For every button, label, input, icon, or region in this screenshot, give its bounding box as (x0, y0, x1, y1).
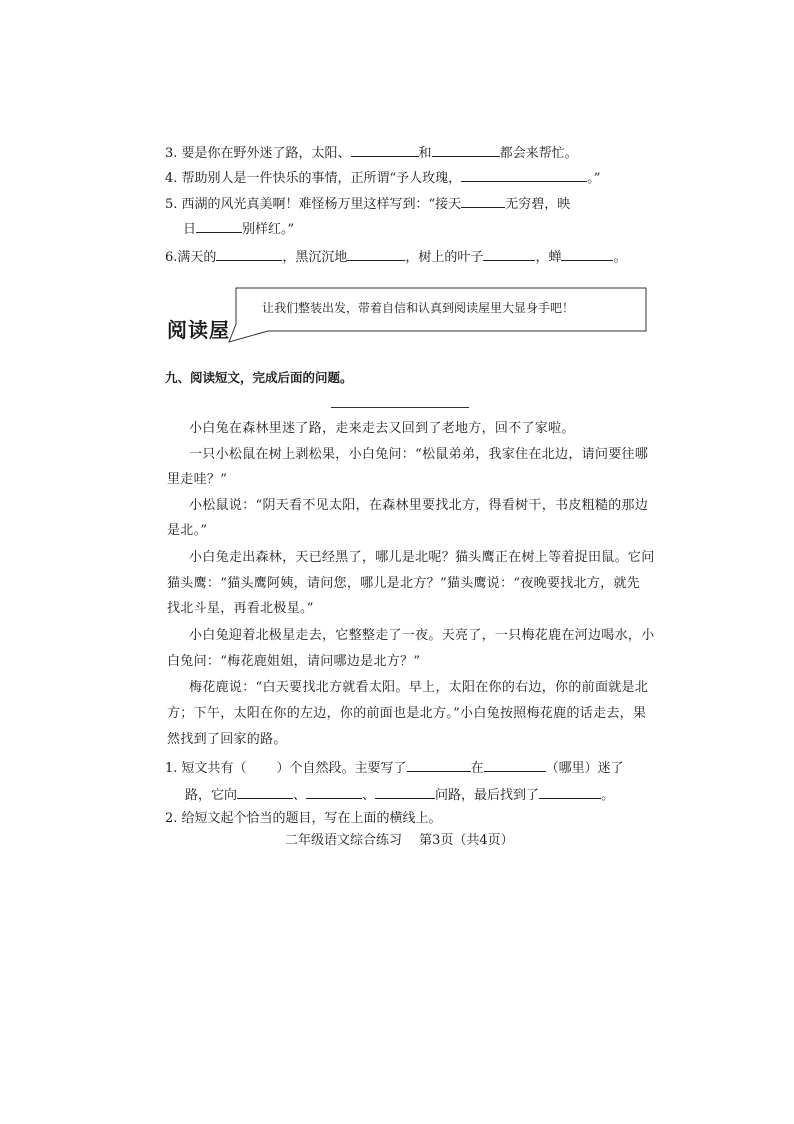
speech-bubble-text: 让我们整装出发，带着自信和认真到阅读屋里大显身手吧！ (262, 301, 575, 315)
q3-text-1: 3. 要是你在野外迷了路，太阳、 (165, 146, 351, 161)
q5-text-4: 别样红。” (242, 222, 295, 237)
question-2: 2. 给短文起个恰当的题目，写在上面的横线上。 (165, 811, 442, 826)
q1-text-6: 、 (293, 788, 307, 803)
q6-text-1: 6.满天的 (165, 250, 217, 265)
story-line: 梅花鹿说：“白天要找北方就看太阳。早上，太阳在你的右边，你的前面就是北 (189, 680, 649, 695)
q3-text-2: 和 (418, 146, 432, 161)
story-line: 小白兔走出森林，天已经黑了，哪儿是北呢？猫头鹰正在树上等着捉田鼠。它问 (189, 550, 655, 565)
q1-text-3: 在 (470, 761, 484, 776)
q5-text-3: 日 (183, 222, 197, 237)
q3-text-3: 都会来帮忙。 (499, 146, 578, 161)
q1-text-7: 、 (362, 788, 376, 803)
story-line: 小白兔迎着北极星走去，它整整走了一夜。天亮了，一只梅花鹿在河边喝水，小 (189, 628, 655, 643)
q6-text-2: ，黑沉沉地 (282, 250, 348, 265)
q1-blank-ask-3[interactable] (375, 785, 435, 799)
q1-text-2: ）个自然段。主要写了 (276, 761, 407, 776)
question-1-line-2 (185, 785, 614, 805)
q1-blank-who[interactable] (407, 758, 471, 772)
q4-text-1: 4. 帮助别人是一件快乐的事情，正所谓“予人玫瑰， (165, 171, 462, 186)
story-line: 找北斗星，再看北极星。” (167, 601, 314, 616)
q6-text-5: 。 (613, 250, 627, 265)
title-answer-line[interactable] (331, 407, 469, 408)
story-line: 里走哇？” (167, 472, 228, 487)
q1-blank-ask-2[interactable] (306, 785, 362, 799)
q1-blank-found[interactable] (539, 785, 601, 799)
story-line: 方；下午，太阳在你的左边，你的前面也是北方。”小白兔按照梅花鹿的话走去，果 (167, 706, 647, 721)
story-line: 是北。” (167, 523, 208, 538)
story-line: 一只小松鼠在树上剥松果，小白兔问：“松鼠弟弟，我家住在北边，请问要往哪 (189, 447, 649, 462)
q1-text-1: 1. 短文共有（ (165, 761, 247, 776)
story-line: 猫头鹰：“猫头鹰阿姨，请问您，哪儿是北方？”猫头鹰说：“夜晚要找北方，就先 (167, 576, 641, 591)
q1-text-8: 问路，最后找到了 (435, 788, 540, 803)
q5-text-1: 5. 西湖的风光真美啊！难怪杨万里这样写到：“接天 (165, 197, 462, 212)
story-line: 然找到了回家的路。 (167, 732, 287, 747)
q1-text-5: 路，它向 (185, 788, 238, 803)
q4-text-2: 。” (587, 171, 601, 186)
q1-text-9: 。 (601, 788, 615, 803)
q1-blank-ask-1[interactable] (237, 785, 293, 799)
question-1-line-1 (165, 758, 624, 778)
page-footer: 二年级语文综合练习 第3页（共4页） (285, 833, 514, 848)
reading-section-heading: 阅读屋 (167, 318, 230, 342)
q6-text-4: ，蝉 (535, 250, 562, 265)
story-line: 白兔问：“梅花鹿姐姐，请问哪边是北方？” (167, 654, 421, 669)
story-line: 小松鼠说：“阴天看不见太阳，在森林里要找北方，得看树干，书皮粗糙的那边 (189, 498, 649, 513)
q1-blank-where[interactable] (484, 758, 546, 772)
q1-text-4: （哪里）迷了 (545, 761, 624, 776)
q6-text-3: ，树上的叶子 (405, 250, 484, 265)
question-nine-title: 九、阅读短文，完成后面的问题。 (165, 370, 353, 385)
story-line: 小白兔在森林里迷了路，走来走去又回到了老地方，回不了家啦。 (189, 421, 575, 436)
q5-text-2: 无穷碧，映 (505, 197, 571, 212)
